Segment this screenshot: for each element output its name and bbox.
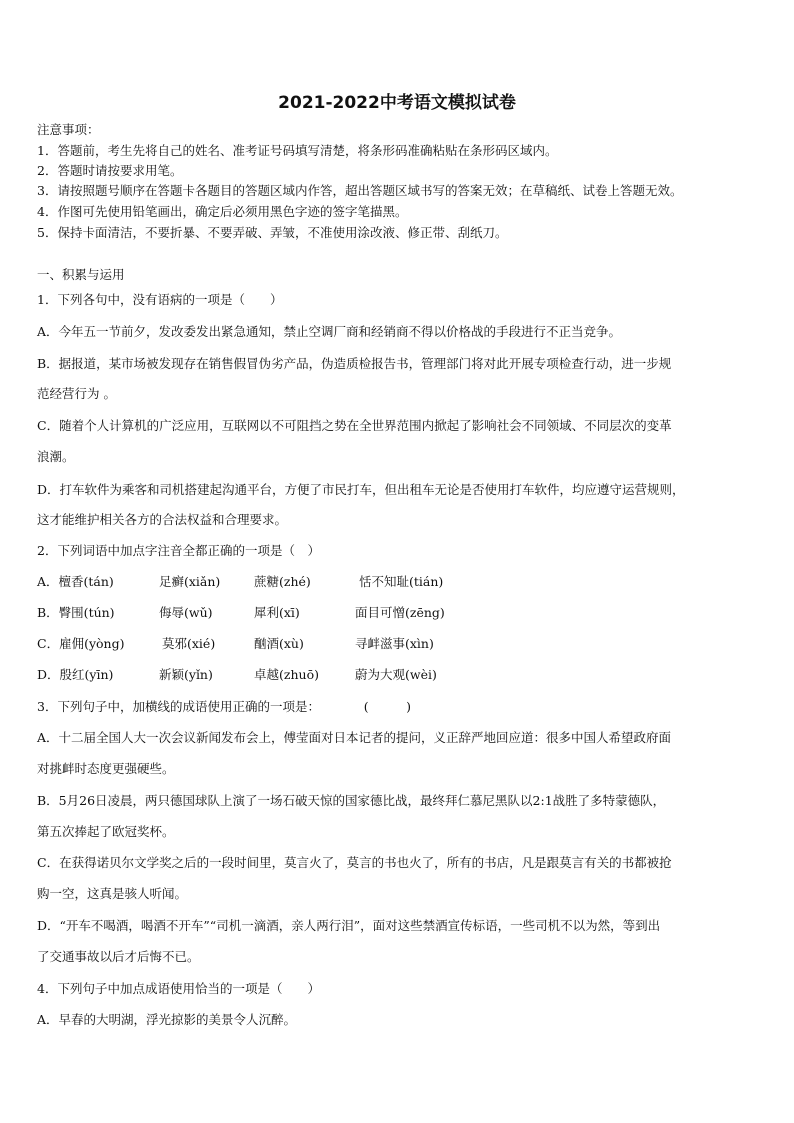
notice-item: 3．请按照题号顺序在答题卡各题目的答题区域内作答，超出答题区域书写的答案无效；在草稿纸、试卷上答题无效。 xyxy=(37,183,683,198)
question-1-option-b-cont: 范经营行为 。 xyxy=(37,386,116,401)
question-1-option-b: B．据报道，某市场被发现存在销售假冒伪劣产品，伪造质检报告书，管理部门将对此开展专项检查行动，进一步规 xyxy=(37,356,672,371)
notice-item: 2．答题时请按要求用笔。 xyxy=(37,163,183,178)
question-1-option-d-cont: 这才能维护相关各方的合法权益和合理要求。 xyxy=(37,512,288,527)
word-item: A．檀香(tán) xyxy=(37,574,114,589)
word-item: 莫邪(xié) xyxy=(162,636,216,651)
question-3-option-d: D．“开车不喝酒，喝酒不开车”“司机一滴酒，亲人两行泪”，面对这些禁酒宣传标语，一些司机不以为然，等到出 xyxy=(37,918,661,933)
section-heading: 一、积累与运用 xyxy=(37,267,125,282)
word-item: 侮辱(wǔ) xyxy=(159,605,213,620)
word-item: B．臀围(tún) xyxy=(37,605,115,620)
question-1-option-c: C．随着个人计算机的广泛应用，互联网以不可阻挡之势在全世界范围内掀起了影响社会不同领域、不同层次的变革 xyxy=(37,418,672,433)
notice-item: 4．作图可先使用铅笔画出，确定后必须用黑色字迹的签字笔描黑。 xyxy=(37,204,408,219)
question-3-option-a: A．十二届全国人大一次会议新闻发布会上，傅莹面对日本记者的提问，义正辞严地回应道：很多中国人希望政府面 xyxy=(37,730,672,745)
word-item: 面目可憎(zēng) xyxy=(355,605,445,620)
word-item: 寻衅滋事(xìn) xyxy=(355,636,434,651)
word-item: C．雇佣(yòng) xyxy=(37,636,125,651)
question-4-stem: 4．下列句子中加点成语使用恰当的一项是（ ） xyxy=(37,981,320,996)
question-3-option-b-cont: 第五次捧起了欧冠奖杯。 xyxy=(37,824,175,839)
word-item: 蔚为大观(wèi) xyxy=(355,667,437,682)
exam-title: 2021-2022中考语文模拟试卷 xyxy=(278,93,516,113)
question-3-option-c-cont: 购一空，这真是骇人听闻。 xyxy=(37,886,188,901)
word-item: 犀利(xī) xyxy=(254,605,300,620)
word-item: 蔗糖(zhé) xyxy=(254,574,311,589)
word-item: 足癣(xiǎn) xyxy=(159,574,221,589)
question-2-option-c xyxy=(37,634,737,652)
question-1-option-a: A．今年五一节前夕，发改委发出紧急通知，禁止空调厂商和经销商不得以价格战的手段进行不正当竞争。 xyxy=(37,324,622,339)
word-item: 恬不知耻(tián) xyxy=(359,574,444,589)
question-4-option-a: A．早春的大明湖，浮光掠影的美景令人沉醉。 xyxy=(37,1012,297,1027)
question-2-option-a xyxy=(37,572,737,590)
notice-item: 5．保持卡面清洁，不要折暴、不要弄破、弄皱，不准使用涂改液、修正带、刮纸刀。 xyxy=(37,225,508,240)
question-3-stem: 3．下列句子中，加横线的成语使用正确的一项是： ( ) xyxy=(37,699,411,714)
question-1-option-d: D．打车软件为乘客和司机搭建起沟通平台，方便了市民打车，但出租车无论是否使用打车软件，均应遵守运营规则， xyxy=(37,482,685,497)
notice-heading: 注意事项： xyxy=(37,122,100,137)
question-1-option-c-cont: 浪潮。 xyxy=(37,449,75,464)
question-2-stem: 2．下列词语中加点字注音全都正确的一项是（ ） xyxy=(37,543,320,558)
notice-item: 1．答题前，考生先将自己的姓名、准考证号码填写清楚，将条形码准确粘贴在条形码区域内。 xyxy=(37,143,558,158)
question-2-option-b xyxy=(37,603,737,621)
question-1-stem: 1．下列各句中，没有语病的一项是（ ） xyxy=(37,292,283,307)
question-3-option-c: C．在获得诺贝尔文学奖之后的一段时间里，莫言火了，莫言的书也火了，所有的书店，凡是跟莫言有关的书都被抢 xyxy=(37,855,672,870)
word-item: 酗酒(xù) xyxy=(254,636,304,651)
question-2-option-d xyxy=(37,665,737,683)
word-item: 新颖(yǐn) xyxy=(159,667,213,682)
question-3-option-a-cont: 对挑衅时态度更强硬些。 xyxy=(37,761,175,776)
question-3-option-d-cont: 了交通事故以后才后悔不已。 xyxy=(37,949,200,964)
word-item: D．殷红(yīn) xyxy=(37,667,114,682)
question-3-option-b: B．5月26日凌晨，两只德国球队上演了一场石破天惊的国家德比战，最终拜仁慕尼黑队以2:1战胜了多特蒙德队， xyxy=(37,793,666,808)
word-item: 卓越(zhuō) xyxy=(254,667,319,682)
